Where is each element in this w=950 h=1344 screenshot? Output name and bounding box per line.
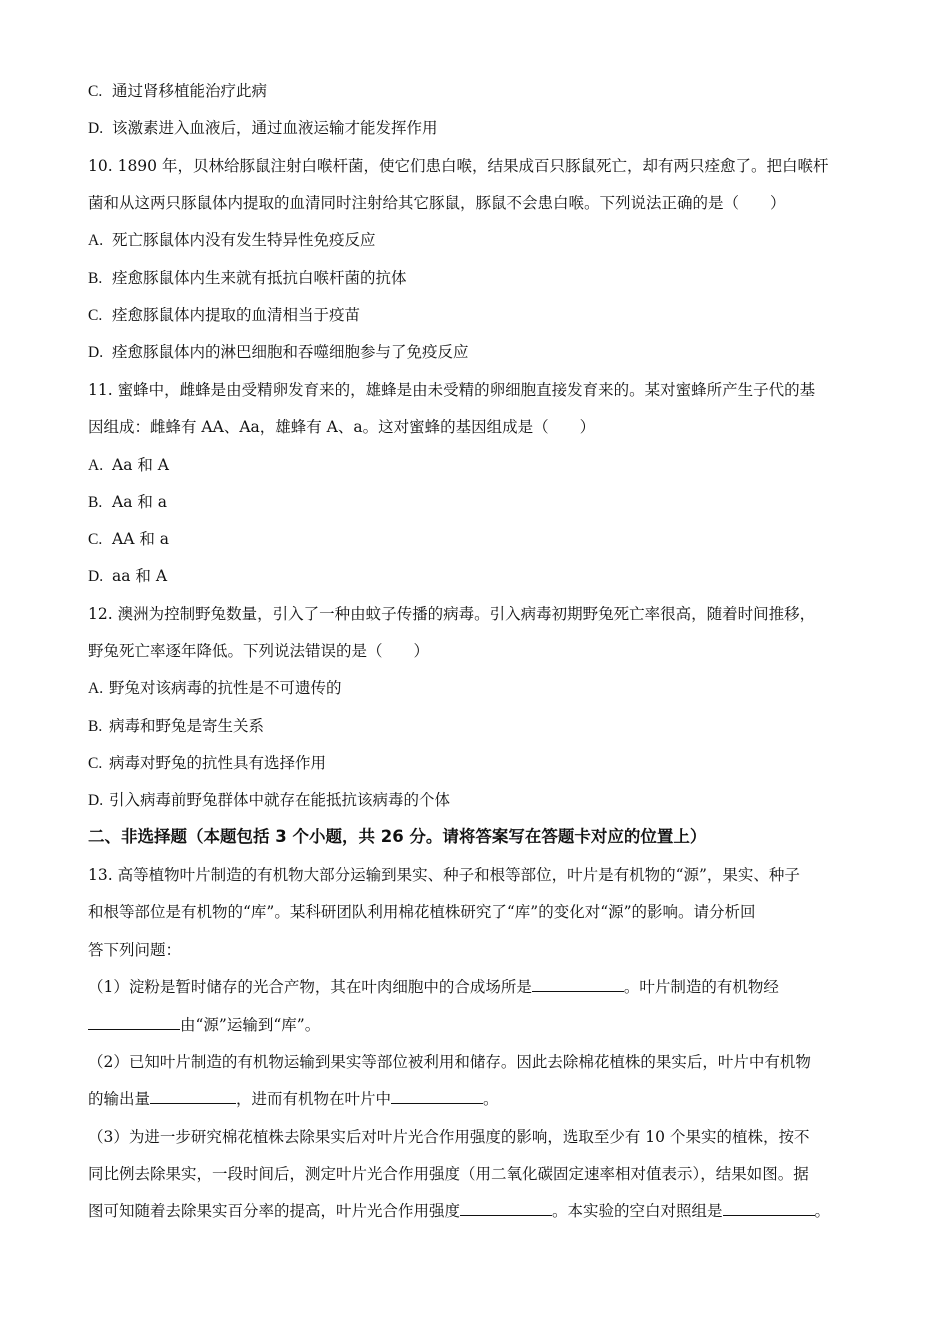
section-heading: 二、非选择题（本题包括 3 个小题，共 26 分。请将答案写在答题卡对应的位置上）: [88, 827, 707, 846]
answer-blank[interactable]: [532, 977, 624, 992]
q13-stem-line-2: 和根等部位是有机物的“库”。某科研团队利用棉花植株研究了“库”的变化对“源”的影响。请分析回: [88, 903, 756, 921]
option-label: B.: [88, 494, 103, 511]
q13-part-1-line-2: [88, 1015, 868, 1035]
q13-part-1-line-1: [88, 977, 868, 997]
q13-part-3-line-2: 同比例去除果实，一段时间后，测定叶片光合作用强度（用二氧化碳固定速率相对值表示），结果如图。据: [88, 1165, 809, 1183]
option-text: 病毒和野兔是寄生关系: [109, 717, 265, 735]
q10-option-b: [88, 268, 407, 289]
q13-stem-line-3: 答下列问题：: [88, 941, 182, 959]
option-text: 野兔对该病毒的抗性是不可遗传的: [109, 679, 342, 697]
text: ，进而有机物在叶片中: [236, 1090, 392, 1108]
option-label: C.: [88, 755, 103, 772]
q11-option-a: [88, 455, 169, 476]
option-text: aa 和 A: [112, 567, 168, 585]
answer-blank[interactable]: [391, 1089, 483, 1104]
q11-stem-line-1: 11. 蜜蜂中，雌蜂是由受精卵发育来的，雄蜂是由未受精的卵细胞直接发育来的。某对蜜蜂所产生子代的基: [88, 381, 816, 399]
text: 。: [814, 1202, 831, 1220]
q10-stem-line-2: 菌和从这两只豚鼠体内提取的血清同时注射给其它豚鼠，豚鼠不会患白喉。下列说法正确的是（ ）: [88, 194, 786, 212]
option-label: D.: [88, 344, 104, 361]
option-text: 痊愈豚鼠体内生来就有抵抗白喉杆菌的抗体: [112, 269, 407, 287]
answer-blank[interactable]: [150, 1089, 236, 1104]
q13-stem-line-1: 13. 高等植物叶片制造的有机物大部分运输到果实、种子和根等部位，叶片是有机物的“源”，果实、种子: [88, 866, 800, 884]
option-label: C.: [88, 307, 103, 324]
option-text: 痊愈豚鼠体内提取的血清相当于疫苗: [112, 306, 361, 324]
text: 图可知随着去除果实百分率的提高，叶片光合作用强度: [88, 1202, 461, 1220]
text: 。叶片制造的有机物经: [623, 978, 779, 996]
text: 由“源”运输到“库”。: [180, 1016, 321, 1034]
text: （1）淀粉是暂时储存的光合产物，其在叶肉细胞中的合成场所是: [88, 978, 532, 996]
option-text: 引入病毒前野兔群体中就存在能抵抗该病毒的个体: [109, 791, 451, 809]
text: 的输出量: [88, 1090, 151, 1108]
q11-stem-line-2: 因组成：雌蜂有 AA、Aa，雄蜂有 A、a。这对蜜蜂的基因组成是（ ）: [88, 418, 596, 436]
option-label: D.: [88, 792, 104, 809]
q9-option-c: [88, 81, 267, 102]
option-text: 死亡豚鼠体内没有发生特异性免疫反应: [112, 231, 376, 249]
option-text: 病毒对野兔的抗性具有选择作用: [109, 754, 327, 772]
q9-option-d: [88, 118, 438, 139]
option-label: B.: [88, 718, 103, 735]
option-label: D.: [88, 568, 104, 585]
option-label: C.: [88, 531, 103, 548]
option-text: 痊愈豚鼠体内的淋巴细胞和吞噬细胞参与了免疫反应: [112, 343, 469, 361]
q12-option-a: [88, 678, 342, 699]
q12-stem-line-1: 12. 澳洲为控制野兔数量，引入了一种由蚊子传播的病毒。引入病毒初期野兔死亡率很高，随着时间推移，: [88, 605, 816, 623]
q12-stem-line-2: 野兔死亡率逐年降低。下列说法错误的是（ ）: [88, 642, 430, 660]
option-text: 通过肾移植能治疗此病: [112, 82, 268, 100]
answer-blank[interactable]: [88, 1015, 180, 1030]
option-label: D.: [88, 120, 104, 137]
q13-part-3-line-1: （3）为进一步研究棉花植株去除果实后对叶片光合作用强度的影响，选取至少有 10 个果实的植株，按不: [88, 1128, 810, 1146]
option-label: B.: [88, 270, 103, 287]
q11-option-b: [88, 492, 167, 513]
option-label: C.: [88, 83, 103, 100]
option-label: A.: [88, 457, 104, 474]
answer-blank[interactable]: [723, 1201, 815, 1216]
answer-blank[interactable]: [460, 1201, 552, 1216]
option-text: Aa 和 a: [112, 493, 168, 511]
text: 。本实验的空白对照组是: [552, 1202, 723, 1220]
option-label: A.: [88, 680, 104, 697]
text: 。: [483, 1090, 499, 1108]
q12-option-b: [88, 716, 264, 737]
option-text: Aa 和 A: [112, 456, 169, 474]
q13-part-2-line-2: [88, 1089, 868, 1109]
q10-option-d: [88, 342, 469, 363]
q11-option-c: [88, 529, 169, 550]
q11-option-d: [88, 566, 167, 587]
option-text: AA 和 a: [112, 530, 169, 548]
q12-option-c: [88, 753, 326, 774]
q10-option-c: [88, 305, 360, 326]
option-label: A.: [88, 232, 104, 249]
q13-part-3-line-3: [88, 1201, 868, 1221]
q13-part-2-line-1: （2）已知叶片制造的有机物运输到果实等部位被利用和储存。因此去除棉花植株的果实后，叶片中有机物: [88, 1053, 811, 1071]
option-text: 该激素进入血液后，通过血液运输才能发挥作用: [112, 119, 438, 137]
q10-stem-line-1: 10. 1890 年，贝林给豚鼠注射白喉杆菌，使它们患白喉，结果成百只豚鼠死亡，却有两只痊愈了。把白喉杆: [88, 157, 829, 175]
q12-option-d: [88, 790, 450, 811]
q10-option-a: [88, 230, 376, 251]
